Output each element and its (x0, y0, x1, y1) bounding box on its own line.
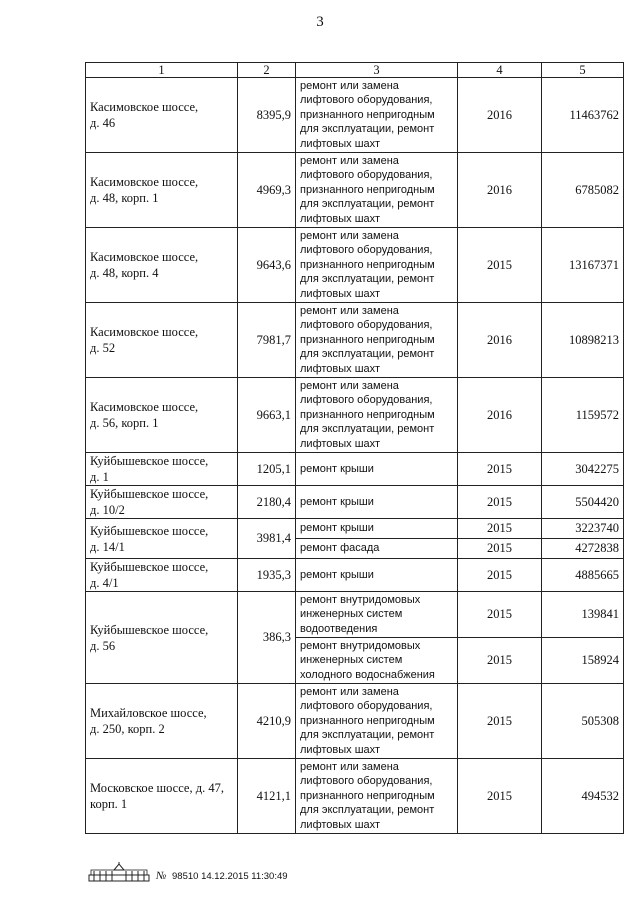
work-type-line: для эксплуатации, ремонт (300, 729, 435, 742)
work-type-line: для эксплуатации, ремонт (300, 198, 435, 211)
work-type-line: лифтового оборудования, (300, 775, 433, 788)
work-type-cell (296, 303, 458, 378)
work-type-line: ремонт крыши (300, 568, 374, 581)
area-cell: 9663,1 (238, 378, 296, 453)
address-cell (86, 684, 238, 759)
table-row (86, 303, 624, 378)
address-line: Куйбышевское шоссе, (90, 622, 209, 637)
work-type-cell (296, 559, 458, 592)
work-type-line: лифтовых шахт (300, 137, 381, 150)
work-type-line: для эксплуатации, ремонт (300, 348, 435, 361)
cost-cell: 139841 (542, 592, 624, 638)
header-col-2: 2 (238, 63, 296, 78)
area-cell: 7981,7 (238, 303, 296, 378)
cost-cell: 158924 (542, 638, 624, 684)
header-col-3: 3 (296, 63, 458, 78)
area-cell: 9643,6 (238, 228, 296, 303)
year-cell: 2016 (458, 153, 542, 228)
header-col-4: 4 (458, 63, 542, 78)
work-type-line: ремонт или замена (300, 154, 399, 167)
cost-cell: 11463762 (542, 78, 624, 153)
address-cell (86, 303, 238, 378)
address-line: Куйбышевское шоссе, (90, 454, 209, 468)
work-type-line: лифтовых шахт (300, 212, 381, 225)
work-type-line: признанного непригодным (300, 333, 435, 346)
number-sign: № (156, 870, 167, 882)
area-cell: 4969,3 (238, 153, 296, 228)
table-row (86, 378, 624, 453)
address-line: Касимовское шоссе, (90, 400, 199, 414)
year-cell: 2015 (458, 228, 542, 303)
work-type-cell (296, 453, 458, 486)
work-type-line: лифтового оборудования, (300, 169, 433, 182)
work-type-line: признанного непригодным (300, 258, 435, 271)
work-type-line: признанного непригодным (300, 789, 435, 802)
address-line: д. 14/1 (90, 539, 125, 554)
address-cell (86, 378, 238, 453)
year-cell: 2016 (458, 78, 542, 153)
work-type-line: для эксплуатации, ремонт (300, 273, 435, 286)
address-line: Куйбышевское шоссе, (90, 523, 209, 538)
work-type-line: признанного непригодным (300, 183, 435, 196)
cost-cell: 13167371 (542, 228, 624, 303)
work-type-line: ремонт внутридомовых (300, 593, 421, 606)
table-row (86, 559, 624, 592)
address-cell (86, 592, 238, 684)
work-type-cell (296, 228, 458, 303)
area-cell: 2180,4 (238, 486, 296, 519)
work-type-line: холодного водоснабжения (300, 668, 435, 681)
work-type-line: лифтовых шахт (300, 287, 381, 300)
cost-cell: 10898213 (542, 303, 624, 378)
work-type-line: ремонт внутридомовых (300, 639, 421, 652)
government-building-logo (88, 862, 150, 882)
work-type-cell (296, 592, 458, 638)
area-cell: 4121,1 (238, 759, 296, 834)
address-line: корп. 1 (90, 797, 128, 811)
address-cell (86, 486, 238, 519)
work-type-line: водоотведения (300, 622, 378, 635)
address-cell (86, 228, 238, 303)
year-cell: 2015 (458, 453, 542, 486)
address-line: Касимовское шоссе, (90, 100, 199, 114)
address-cell (86, 759, 238, 834)
address-line: д. 46 (90, 116, 116, 130)
table-row (86, 519, 624, 539)
work-type-line: признанного непригодным (300, 408, 435, 421)
work-type-line: для эксплуатации, ремонт (300, 123, 435, 136)
document-registration-info: 98510 14.12.2015 11:30:49 (172, 871, 288, 882)
address-line: д. 250, корп. 2 (90, 722, 165, 736)
year-cell: 2015 (458, 759, 542, 834)
address-line: Михайловское шоссе, (90, 706, 207, 720)
work-type-cell (296, 378, 458, 453)
table-row (86, 759, 624, 834)
work-type-line: лифтового оборудования, (300, 700, 433, 713)
work-type-line: ремонт крыши (300, 462, 374, 475)
table-row (86, 592, 624, 638)
address-line: Касимовское шоссе, (90, 175, 199, 189)
header-col-1: 1 (86, 63, 238, 78)
cost-cell: 1159572 (542, 378, 624, 453)
address-line: д. 1 (90, 470, 109, 484)
work-type-cell (296, 519, 458, 539)
work-type-cell (296, 539, 458, 559)
address-line: д. 4/1 (90, 576, 119, 590)
table-row (86, 153, 624, 228)
address-cell (86, 519, 238, 559)
work-type-line: ремонт крыши (300, 522, 374, 535)
table-body (86, 78, 624, 834)
address-line: д. 56 (90, 638, 116, 653)
work-type-line: для эксплуатации, ремонт (300, 804, 435, 817)
area-cell: 1205,1 (238, 453, 296, 486)
work-type-cell (296, 153, 458, 228)
address-cell (86, 78, 238, 153)
work-type-line: лифтового оборудования, (300, 319, 433, 332)
work-type-line: признанного непригодным (300, 108, 435, 121)
table-row (86, 78, 624, 153)
address-line: д. 56, корп. 1 (90, 416, 159, 430)
address-cell (86, 453, 238, 486)
table-row (86, 228, 624, 303)
table-row (86, 486, 624, 519)
table-row (86, 684, 624, 759)
cost-cell: 6785082 (542, 153, 624, 228)
work-type-line: ремонт или замена (300, 760, 399, 773)
year-cell: 2015 (458, 559, 542, 592)
work-type-line: ремонт или замена (300, 304, 399, 317)
address-line: Куйбышевское шоссе, (90, 487, 209, 501)
address-line: Московское шоссе, д. 47, (90, 781, 224, 795)
work-type-line: ремонт фасада (300, 542, 380, 555)
address-line: д. 52 (90, 341, 116, 355)
work-type-line: ремонт или замена (300, 79, 399, 92)
work-type-line: лифтовых шахт (300, 437, 381, 450)
work-type-line: признанного непригодным (300, 714, 435, 727)
work-type-line: лифтового оборудования, (300, 244, 433, 257)
area-cell: 4210,9 (238, 684, 296, 759)
page-number: 3 (316, 14, 324, 30)
cost-cell: 5504420 (542, 486, 624, 519)
year-cell: 2016 (458, 378, 542, 453)
cost-cell: 505308 (542, 684, 624, 759)
area-cell: 1935,3 (238, 559, 296, 592)
work-type-cell (296, 78, 458, 153)
area-cell: 8395,9 (238, 78, 296, 153)
year-cell: 2015 (458, 539, 542, 559)
table-header-row (86, 63, 624, 78)
header-col-5: 5 (542, 63, 624, 78)
work-type-line: лифтового оборудования, (300, 394, 433, 407)
works-table (85, 62, 624, 834)
area-cell: 3981,4 (238, 519, 296, 559)
work-type-line: инженерных систем (300, 654, 403, 667)
year-cell: 2015 (458, 684, 542, 759)
year-cell: 2015 (458, 638, 542, 684)
address-line: д. 48, корп. 1 (90, 191, 159, 205)
cost-cell: 4885665 (542, 559, 624, 592)
address-cell (86, 559, 238, 592)
work-type-line: ремонт или замена (300, 685, 399, 698)
address-line: Касимовское шоссе, (90, 325, 199, 339)
work-type-line: лифтовых шахт (300, 362, 381, 375)
year-cell: 2015 (458, 486, 542, 519)
work-type-line: лифтового оборудования, (300, 94, 433, 107)
work-type-line: ремонт или замена (300, 229, 399, 242)
cost-cell: 3223740 (542, 519, 624, 539)
table-row (86, 453, 624, 486)
cost-cell: 494532 (542, 759, 624, 834)
work-type-line: лифтовых шахт (300, 818, 381, 831)
address-line: д. 10/2 (90, 503, 125, 517)
work-type-cell (296, 759, 458, 834)
work-type-line: ремонт крыши (300, 495, 374, 508)
address-line: д. 48, корп. 4 (90, 266, 159, 280)
address-line: Куйбышевское шоссе, (90, 560, 209, 574)
address-line: Касимовское шоссе, (90, 250, 199, 264)
work-type-line: инженерных систем (300, 608, 403, 621)
work-type-cell (296, 684, 458, 759)
year-cell: 2015 (458, 592, 542, 638)
year-cell: 2016 (458, 303, 542, 378)
address-cell (86, 153, 238, 228)
work-type-cell (296, 638, 458, 684)
work-type-line: ремонт или замена (300, 379, 399, 392)
work-type-line: лифтовых шахт (300, 743, 381, 756)
year-cell: 2015 (458, 519, 542, 539)
cost-cell: 3042275 (542, 453, 624, 486)
work-type-cell (296, 486, 458, 519)
document-footer (88, 862, 288, 882)
cost-cell: 4272838 (542, 539, 624, 559)
area-cell: 386,3 (238, 592, 296, 684)
work-type-line: для эксплуатации, ремонт (300, 423, 435, 436)
